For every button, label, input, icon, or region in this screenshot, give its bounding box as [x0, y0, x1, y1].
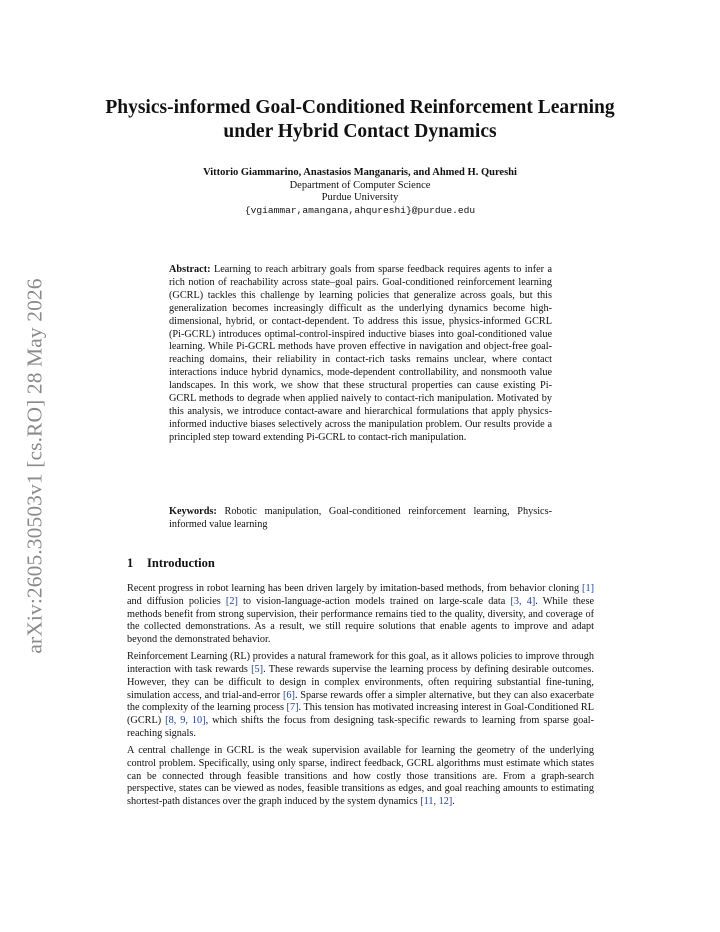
section-number: 1	[127, 556, 134, 570]
section-title: Introduction	[147, 556, 215, 570]
paragraph-text: Recent progress in robot learning has been driven largely by imitation-based methods, from behavior cloning	[127, 583, 583, 594]
keywords-label: Keywords:	[169, 506, 217, 517]
department: Department of Computer Science	[289, 179, 431, 191]
citation-link[interactable]: [7]	[286, 702, 299, 714]
arxiv-stamp	[20, 256, 50, 676]
author-emails: {vgiammar,amangana,ahqureshi}@purdue.edu	[244, 204, 476, 216]
citation-link[interactable]: [8, 9, 10]	[165, 715, 206, 727]
citation-link[interactable]: [2]	[225, 595, 238, 607]
paragraph-text: . While these methods benefit from strong supervision, their performance remains tied to the quality, diversity, and coverage of the collected demonstrations. As a result, we still require solutions that enable agents to improve and adapt beyond the demonstrated behavior.	[127, 595, 594, 645]
university: Purdue University	[321, 192, 399, 204]
paragraph-text: to vision-language-action models trained on large-scale data	[237, 595, 511, 607]
abstract-text: Learning to reach arbitrary goals from sparse feedback requires agents to infer a rich notion of reachability across state–goal pairs. Goal-conditioned reinforcement learning (GCRL) tackles this challenge by learning policies that generalize across goals, but this generalization becomes increasingly difficult as the underlying dynamics become high-dimensional, hybrid, or contact-dependent. To address this issue, physics-informed GCRL (Pi-GCRL) introduces optimal-control-inspired inductive biases into goal-conditioned value learning. While Pi-GCRL methods have proven effective in navigation and object-free goal-reaching domains, their reliability in contact-rich tasks remains unclear, where contact interactions induce hybrid dynamics, mode-dependent controllability, and nonsmooth value landscapes. In this work, we show that these structural properties can cause existing Pi-GCRL methods to degrade when applied naively to contact-rich manipulation. Motivated by this analysis, we introduce contact-aware and hierarchical formulations that apply physics-informed inductive biases selectively across the manipulation problem. Our results provide a principled step toward extending Pi-GCRL to contact-rich manipulation.	[169, 264, 553, 443]
paragraph-text: Reinforcement Learning (RL) provides a natural framework for this goal, as it allows policies to improve through interaction with task rewards	[127, 651, 594, 676]
author-names: Vittorio Giammarino, Anastasios Manganaris, and Ahmed H. Qureshi	[203, 167, 517, 178]
paragraph	[127, 651, 594, 740]
arxiv-stamp-text: arXiv:2605.30503v1 [cs.RO] 28 May 2026	[22, 278, 47, 654]
paragraph-text: , which shifts the focus from designing task-specific rewards to learning from sparse goal-reaching signals.	[127, 715, 595, 739]
paragraph-text: and diffusion policies	[127, 595, 226, 607]
paragraph	[127, 583, 594, 647]
abstract-label: Abstract:	[169, 264, 211, 275]
keywords	[169, 506, 552, 532]
abstract	[169, 264, 552, 445]
citation-link[interactable]: [3, 4]	[510, 595, 536, 607]
citation-link[interactable]: [6]	[282, 689, 295, 701]
author-block	[100, 167, 620, 217]
paragraph-text: A central challenge in GCRL is the weak supervision available for learning the geometry of the underlying control problem. Specifically, using only sparse, indirect feedback, GCRL algorithms must estimate which states can be connected through feasible transitions and how costly those transitions are. From a graph-search perspective, states can be viewed as nodes, feasible transitions as edges, and goal reaching amounts to estimating shortest-path distances over the graph induced by the system dynamics	[127, 745, 594, 808]
keywords-text: Robotic manipulation, Goal-conditioned reinforcement learning, Physics-informed value learning	[169, 506, 553, 530]
paragraph	[127, 745, 594, 809]
citation-link[interactable]: [11, 12]	[420, 796, 453, 808]
paragraph-text: . This tension has motivated increasing interest in Goal-Conditioned RL (GCRL)	[127, 702, 594, 727]
section-heading	[127, 556, 215, 571]
paragraph-text: .	[452, 796, 455, 808]
body-text	[127, 583, 594, 814]
paper-title: Physics-informed Goal-Conditioned Reinforcement Learning under Hybrid Contact Dynamics	[105, 97, 615, 142]
paragraph-text: . Sparse rewards offer a simpler alternative, but they can also exacerbate the complexity of the learning process	[127, 689, 594, 714]
citation-link[interactable]: [5]	[251, 664, 264, 676]
paragraph-text: . These rewards supervise the learning process by defining desirable outcomes. However, they can be difficult to design in complex environments, often requiring substantial fine-tuning, simulation access, and trial-and-error	[127, 664, 594, 701]
citation-link[interactable]: [1]	[582, 583, 594, 594]
